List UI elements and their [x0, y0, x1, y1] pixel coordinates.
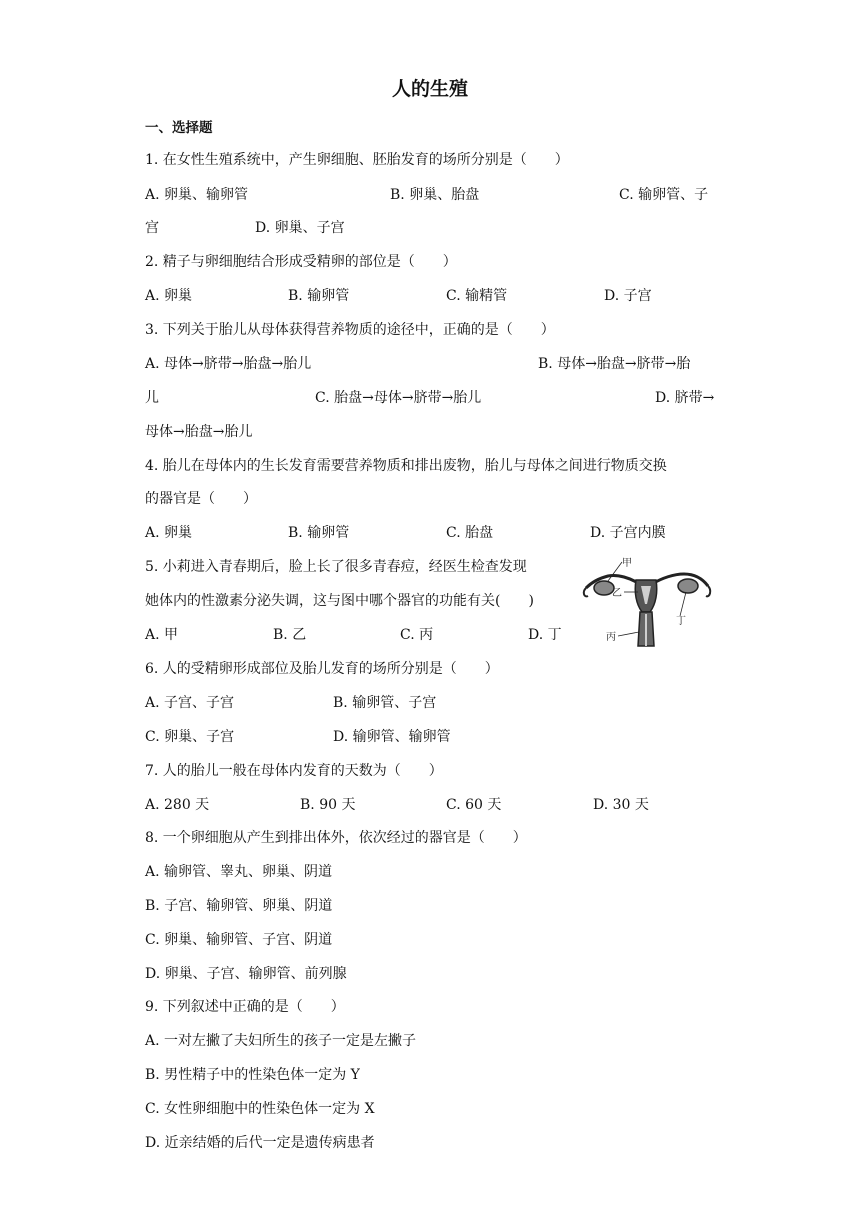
question-7-option-a: A. 280 天	[145, 797, 210, 813]
question-5-stem: 5. 小莉进入青春期后，脸上长了很多青春痘，经医生检查发现	[145, 559, 527, 575]
question-3-option-d: D. 脐带→	[655, 390, 715, 406]
question-6-option-b: B. 输卵管、子宫	[333, 695, 437, 711]
question-2-option-d: D. 子宫	[604, 288, 652, 304]
question-6-option-d: D. 输卵管、输卵管	[333, 729, 451, 745]
question-8-option-a: A. 输卵管、睾丸、卵巢、阴道	[145, 864, 333, 880]
question-8-option-b: B. 子宫、输卵管、卵巢、阴道	[145, 898, 333, 914]
figure-label-yi: 乙	[612, 588, 622, 599]
question-9-option-d: D. 近亲结婚的后代一定是遗传病患者	[145, 1135, 375, 1151]
figure-label-ding: 丁	[676, 616, 686, 627]
question-3-stem: 3. 下列关于胎儿从母体获得营养物质的途径中，正确的是（ ）	[145, 322, 555, 338]
question-2-option-c: C. 输精管	[446, 288, 508, 304]
question-5-stem-line2: 她体内的性激素分泌失调，这与图中哪个器官的功能有关( )	[145, 593, 534, 609]
figure-label-bing: 丙	[606, 632, 616, 643]
question-1-option-b: B. 卵巢、胎盘	[390, 187, 480, 203]
question-3-option-b-wrap: 儿	[145, 390, 159, 406]
question-3-option-a: A. 母体→脐带→胎盘→胎儿	[145, 356, 312, 372]
question-6-stem: 6. 人的受精卵形成部位及胎儿发育的场所分别是（ ）	[145, 661, 499, 677]
question-1-stem: 1. 在女性生殖系统中，产生卵细胞、胚胎发育的场所分别是（ ）	[145, 152, 569, 168]
question-7-option-d: D. 30 天	[593, 797, 649, 813]
question-2-option-a: A. 卵巢	[145, 288, 193, 304]
question-4-option-b: B. 输卵管	[288, 525, 350, 541]
question-5-option-c: C. 丙	[400, 627, 434, 643]
question-9-option-a: A. 一对左撇了夫妇所生的孩子一定是左撇子	[145, 1033, 417, 1049]
question-4-stem: 4. 胎儿在母体内的生长发育需要营养物质和排出废物，胎儿与母体之间进行物质交换	[145, 458, 667, 474]
question-4-stem-line2: 的器官是（ ）	[145, 491, 257, 507]
question-3-option-d-wrap: 母体→胎盘→胎儿	[145, 424, 253, 440]
question-1-option-d: D. 卵巢、子宫	[255, 220, 345, 236]
question-5-option-a: A. 甲	[145, 627, 179, 643]
section-heading: 一、选择题	[145, 120, 213, 136]
question-1-option-c: C. 输卵管、子	[619, 187, 709, 203]
reproductive-system-figure	[578, 556, 714, 648]
question-6-option-a: A. 子宫、子宫	[145, 695, 235, 711]
question-2-stem: 2. 精子与卵细胞结合形成受精卵的部位是（ ）	[145, 254, 457, 270]
question-8-option-d: D. 卵巢、子宫、输卵管、前列腺	[145, 966, 347, 982]
question-8-stem: 8. 一个卵细胞从产生到排出体外，依次经过的器官是（ ）	[145, 830, 527, 846]
question-8-option-c: C. 卵巢、输卵管、子宫、阴道	[145, 932, 333, 948]
question-6-option-c: C. 卵巢、子宫	[145, 729, 235, 745]
question-5-option-b: B. 乙	[273, 627, 307, 643]
question-1-option-a: A. 卵巢、输卵管	[145, 187, 249, 203]
figure-label-jia: 甲	[622, 558, 632, 569]
question-7-option-b: B. 90 天	[300, 797, 356, 813]
question-4-option-d: D. 子宫内膜	[590, 525, 666, 541]
question-3-option-c: C. 胎盘→母体→脐带→胎儿	[315, 390, 482, 406]
question-9-option-c: C. 女性卵细胞中的性染色体一定为 X	[145, 1101, 375, 1117]
question-9-option-b: B. 男性精子中的性染色体一定为 Y	[145, 1067, 360, 1083]
question-2-option-b: B. 输卵管	[288, 288, 350, 304]
question-1-option-c-wrap: 宫	[145, 220, 159, 236]
question-7-stem: 7. 人的胎儿一般在母体内发育的天数为（ ）	[145, 763, 443, 779]
question-4-option-a: A. 卵巢	[145, 525, 193, 541]
question-7-option-c: C. 60 天	[446, 797, 502, 813]
question-4-option-c: C. 胎盘	[446, 525, 494, 541]
question-3-option-b: B. 母体→胎盘→脐带→胎	[538, 356, 691, 372]
page-title: 人的生殖	[391, 78, 468, 100]
question-9-stem: 9. 下列叙述中正确的是（ ）	[145, 999, 345, 1015]
question-5-option-d: D. 丁	[528, 627, 562, 643]
